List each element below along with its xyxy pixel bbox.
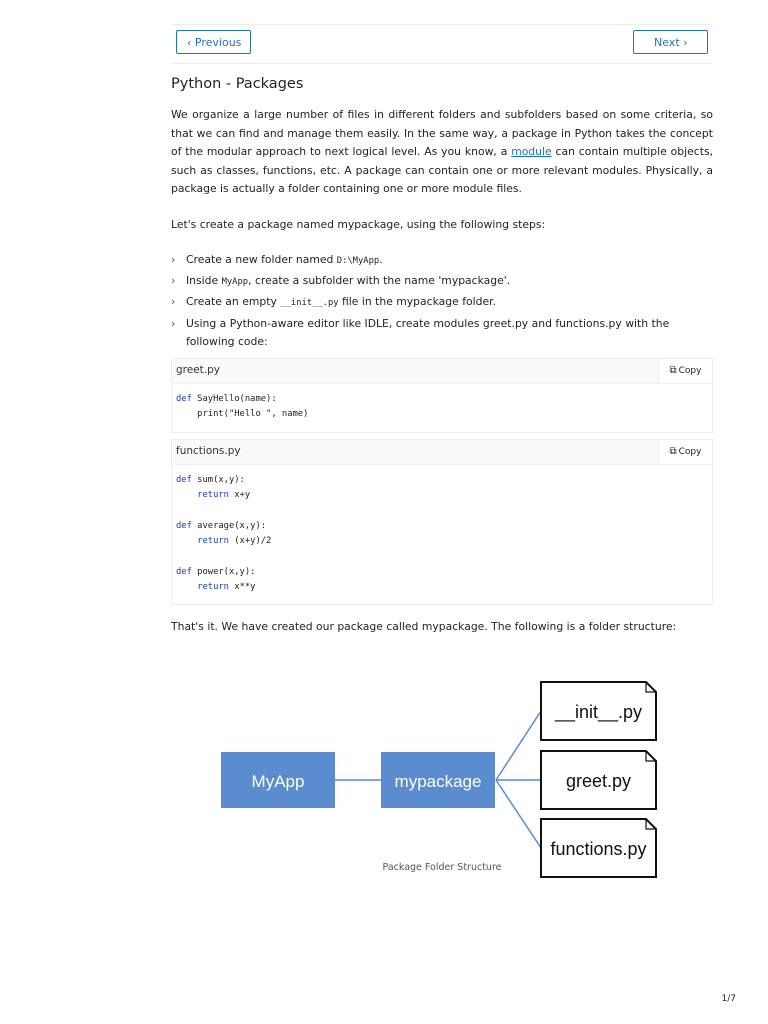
code-token [176, 582, 197, 592]
step-text: file in the mypackage folder. [338, 295, 496, 309]
code-token [176, 490, 197, 500]
code-line [176, 580, 708, 595]
code-keyword: return [197, 536, 229, 547]
code-header [172, 440, 712, 465]
code-keyword: return [197, 582, 229, 593]
file-label: functions.py [550, 839, 647, 859]
root-folder-label: MyApp [251, 772, 305, 791]
code-keyword: def [176, 475, 192, 485]
code-line [176, 392, 708, 407]
code-token: power(x,y): [191, 566, 256, 577]
next-button[interactable] [633, 30, 708, 54]
step-item [171, 293, 713, 313]
diagram-caption: Package Folder Structure [382, 862, 502, 873]
code-line [176, 519, 708, 534]
inline-code: MyApp [221, 277, 249, 288]
step-item [171, 315, 713, 352]
step-text: , create a subfolder with the name 'mypackage'. [248, 274, 511, 288]
code-line [176, 565, 708, 580]
module-link[interactable]: module [511, 145, 552, 159]
code-token: SayHello(name): [191, 394, 277, 404]
page-number: 1/7 [721, 994, 736, 1004]
code-token: print("Hello ", name) [176, 409, 309, 420]
inline-code: D:\MyApp [336, 256, 380, 266]
step-text: . [379, 253, 383, 266]
code-line [176, 534, 708, 549]
step-text: Using a Python-aware editor like IDLE, create modules greet.py and functions.py with the following code: [186, 316, 670, 349]
step-text: Create a new folder named [186, 253, 337, 266]
chevron-right-icon: › [171, 253, 176, 266]
code-token: x**y [228, 582, 256, 593]
code-keyword: def [176, 520, 192, 531]
code-line [176, 504, 708, 519]
connector-line [496, 711, 541, 780]
code-line [176, 473, 708, 488]
code-token: (x+y)/2 [228, 536, 272, 547]
code-filename: greet.py [176, 364, 221, 376]
code-token: sum(x,y): [191, 475, 245, 485]
step-text: Inside [186, 274, 222, 288]
code-token: average(x,y): [191, 520, 267, 531]
step-text: Create an empty [186, 295, 281, 309]
code-line [176, 488, 708, 503]
inline-code: __init__.py [280, 298, 339, 309]
code-body [172, 465, 712, 604]
copy-button[interactable] [658, 440, 712, 464]
file-label: greet.py [565, 771, 632, 791]
code-block-greet [171, 358, 713, 433]
previous-button[interactable] [176, 30, 251, 54]
code-header [172, 359, 712, 384]
code-line [176, 407, 708, 422]
copy-icon: ⧉ [669, 446, 677, 457]
chevron-left-icon: ‹ [187, 36, 192, 49]
pagination-nav [171, 24, 713, 64]
next-label: Next [654, 36, 680, 49]
code-line [176, 549, 708, 564]
code-keyword: def [176, 566, 192, 577]
package-folder-diagram [171, 648, 713, 888]
code-body [172, 384, 712, 432]
copy-label: Copy [678, 447, 702, 457]
copy-label: Copy [678, 366, 702, 376]
page-title: Python - Packages [171, 76, 304, 92]
code-token [176, 536, 197, 546]
chevron-right-icon: › [171, 274, 176, 288]
code-keyword: def [176, 394, 192, 404]
code-keyword: return [197, 490, 229, 501]
chevron-right-icon: › [171, 316, 176, 330]
package-folder-label: mypackage [394, 772, 482, 791]
previous-label: Previous [194, 36, 242, 49]
outro-paragraph: That's it. We have created our package called mypackage. The following is a folder structure: [171, 620, 677, 633]
code-token: x+y [228, 490, 251, 501]
lead-paragraph: Let's create a package named mypackage, using the following steps: [171, 218, 546, 231]
step-item [171, 272, 713, 292]
connector-line [496, 780, 541, 848]
code-filename: functions.py [176, 445, 241, 457]
chevron-right-icon: › [683, 36, 688, 49]
step-item [171, 251, 713, 271]
intro-text-2: can contain multiple objects, such as classes, functions, etc. A package can contain one or more relevant modules. Physically, a package is actually a folder containing one or more module files. [171, 145, 713, 196]
intro-text-1: We organize a large number of files in different folders and subfolders based on some criteria, so that we can find and manage them easily. In the same way, a package in Python takes the concept of the modular approach to next logical level. As you know, a [171, 108, 713, 159]
file-label: __init__.py [554, 702, 643, 722]
intro-paragraph [171, 106, 713, 199]
code-block-functions [171, 439, 713, 605]
chevron-right-icon: › [171, 295, 176, 309]
copy-button[interactable] [658, 359, 712, 383]
copy-icon: ⧉ [669, 365, 677, 376]
steps-list [171, 251, 713, 353]
